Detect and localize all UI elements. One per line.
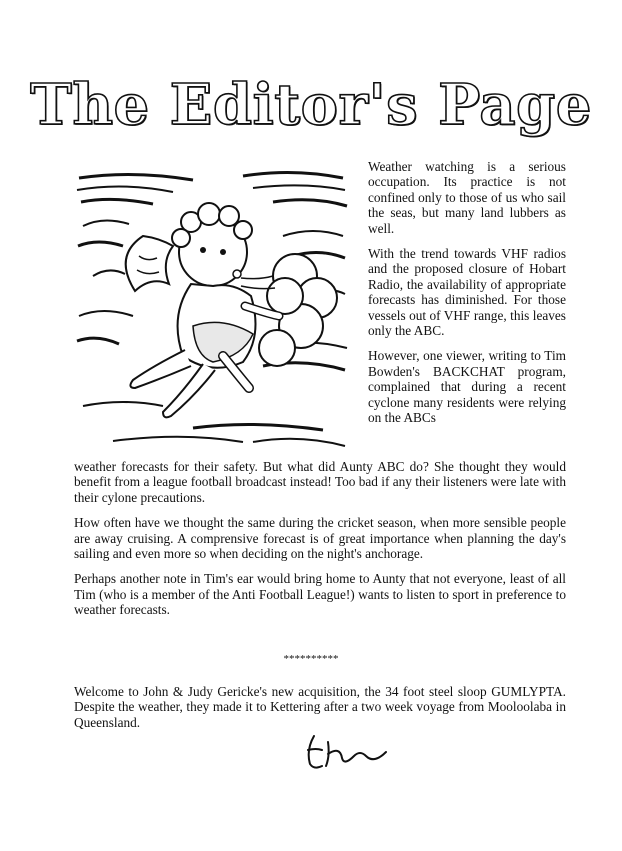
full-width-text	[74, 459, 566, 618]
page-title: The Editor's Page	[30, 72, 592, 138]
paragraph-6: Welcome to John & Judy Gericke's new acquisition, the 34 foot steel sloop GUMLYPTA. Despite the weather, they made it to Kettering after a two week voyage from Mooloolaba in Queensland.	[74, 684, 566, 730]
cherub-illustration	[73, 166, 353, 456]
paragraph-2: With the trend towards VHF radios and the proposed closure of Hobart Radio, the availability of appropriate forecasts has diminished. For those vessels out of VHF range, this leaves only the ABC.	[368, 246, 566, 339]
paragraph-3b: weather forecasts for their safety. But what did Aunty ABC do? She thought they would benefit from a league football broadcast instead! Too bad if any their listeners were late with their cylone precautions.	[74, 459, 566, 505]
separator: **********	[283, 653, 339, 665]
column-text	[368, 159, 566, 426]
signature-icon	[300, 726, 390, 774]
closing-text	[74, 684, 566, 730]
paragraph-4: How often have we thought the same during the cricket season, when more sensible people are away cruising. A comprensive forecast is of great importance when planning the day's sailing and even more so when deciding on the night's anchorage.	[74, 515, 566, 562]
paragraph-3a: However, one viewer, writing to Tim Bowden's BACKCHAT program, complained that during a recent cyclone many residents were relying on the ABCs	[368, 348, 566, 426]
paragraph-5: Perhaps another note in Tim's ear would bring home to Aunty that not everyone, least of all Tim (who is a member of the Anti Football League!) wants to listen to sport in preference to weather forecasts.	[74, 571, 566, 618]
paragraph-1: Weather watching is a serious occupation. Its practice is not confined only to those of us who sail the seas, but many land lubbers as well.	[368, 159, 566, 236]
wing-icon	[126, 236, 173, 291]
